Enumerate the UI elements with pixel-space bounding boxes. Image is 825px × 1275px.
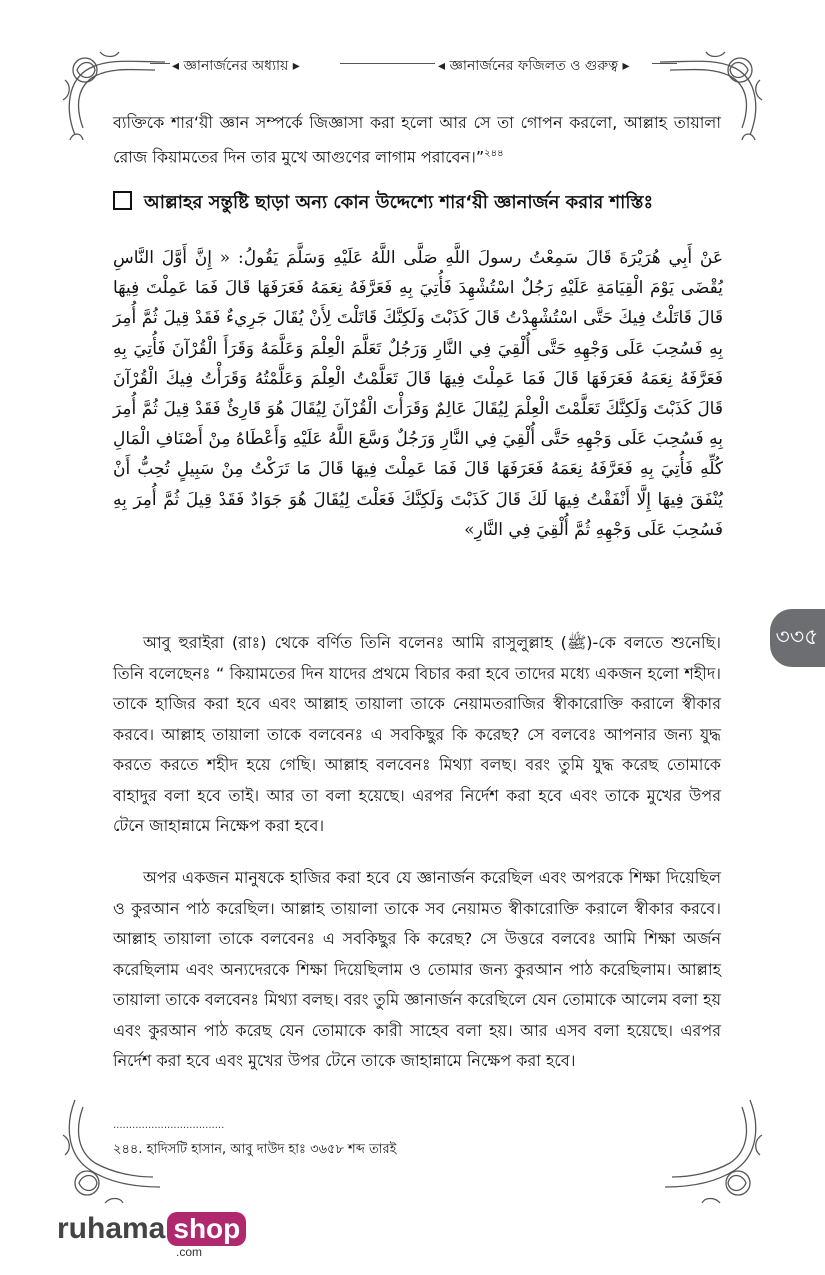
footnote: ২৪৪. হাদিসটি হাসান, আবু দাউদ হাঃ ৩৬৫৮ শব্দ তারই (113, 1142, 397, 1157)
translation-paragraph-2: অপর একজন মানুষকে হাজির করা হবে যে জ্ঞানার্জন করেছিল এবং অপরকে শিক্ষা দিয়েছিল ও কুরআন পাঠ করেছিল। আল্লাহ তায়ালা তাকে সব নেয়ামত স্বীকারোক্তি করালে স্বীকার করবে। আল্লাহ তায়ালা তাকে বলবেনঃ এ সবকিছুর কি করেছ? সে উত্তরে বলবেঃ আমি শিক্ষা অর্জন করেছিলাম এবং অন্যদেরকে শিক্ষা দিয়েছিলাম ও তোমার জন্য কুরআন পাঠ করেছিলাম। আল্লাহ তায়ালা তাকে বলবেনঃ মিথ্যা বলছ। বরং তুমি জ্ঞানার্জন করেছিলে যেন তোমাকে আলেম বলা হয় এবং কুরআন পাঠ করেছ যেন তোমাকে কারী সাহেব বলা হয়। আর এসব বলা হয়েছে। এরপর নির্দেশ করা হবে এবং মুখের উপর টেনে তাকে জাহান্নামে নিক্ষেপ করা হবে। (113, 868, 721, 1070)
page-number-tab (770, 609, 825, 667)
footnote-ref: ২৪৪ (484, 147, 504, 159)
header-rule-left (150, 63, 170, 64)
header-right-title: ◂ জ্ঞানার্জনের ফজিলত ও গুরুত্ব ▸ (438, 58, 630, 74)
bottom-right-ornament (660, 1095, 770, 1215)
header-rule-middle (340, 63, 435, 64)
checkbox-icon (113, 191, 132, 210)
page-number: ৩৩৫ (775, 625, 819, 650)
arabic-hadith: عَنْ أَبِي هُرَيْرَةَ قَالَ سَمِعْتُ رسولَ اللَّهِ صَلَّى اللَّهُ عَلَيْهِ وَسَلَّمَ يَقُولُ: « إِنَّ أَوَّلَ النَّاسِ يُقْضَى يَوْمَ الْقِيَامَةِ عَلَيْهِ رَجُلٌ اسْتُشْهِدَ فَأُتِيَ بِهِ فَعَرَّفَهُ نِعَمَهُ فَعَرَفَهَا قَالَ فَمَا عَمِلْتَ فِيهَا قَالَ قَاتَلْتُ فِيكَ حَتَّى اسْتُشْهِدْتُ قَالَ كَذَبْتَ وَلَكِنَّكَ قَاتَلْتَ لِأَنْ يُقَالَ جَرِيءٌ فَقَدْ قِيلَ ثُمَّ أُمِرَ بِهِ فَسُحِبَ عَلَى وَجْهِهِ حَتَّى أُلْقِيَ فِي النَّارِ وَرَجُلٌ تَعَلَّمَ الْعِلْمَ وَعَلَّمَهُ وَقَرَأَ الْقُرْآنَ فَأُتِيَ بِهِ فَعَرَّفَهُ نِعَمَهُ فَعَرَفَهَا قَالَ فَمَا عَمِلْتَ فِيهَا قَالَ تَعَلَّمْتُ الْعِلْمَ وَعَلَّمْتُهُ وَقَرَأْتُ فِيكَ الْقُرْآنَ قَالَ كَذَبْتَ وَلَكِنَّكَ تَعَلَّمْتَ الْعِلْمَ لِيُقَالَ عَالِمٌ وَقَرَأْتَ الْقُرْآنَ لِيُقَالَ هُوَ قَارِئٌ فَقَدْ قِيلَ ثُمَّ أُمِرَ بِهِ فَسُحِبَ عَلَى وَجْهِهِ حَتَّى أُلْقِيَ فِي النَّارِ وَرَجُلٌ وَسَّعَ اللَّهُ عَلَيْهِ وَأَعْطَاهُ مِنْ أَصْنَافِ الْمَالِ كُلِّهِ فَأُتِيَ بِهِ فَعَرَّفَهُ نِعَمَهُ فَعَرَفَهَا قَالَ فَمَا عَمِلْتَ فِيهَا قَالَ مَا تَرَكْتُ مِنْ سَبِيلٍ تُحِبُّ أَنْ يُنْفَقَ فِيهَا إِلَّا أَنْفَقْتُ فِيهَا لَكَ قَالَ كَذَبْتَ وَلَكِنَّكَ فَعَلْتَ لِيُقَالَ هُوَ جَوَادٌ فَقَدْ قِيلَ ثُمَّ أُمِرَ بِهِ فَسُحِبَ عَلَى وَجْهِهِ ثُمَّ أُلْقِيَ فِي النَّارِ» (113, 248, 723, 540)
logo-domain: .com (176, 1245, 203, 1259)
header-rule-right (652, 63, 677, 64)
translation-paragraph-1: আবু হুরাইরা (রাঃ) থেকে বর্ণিত তিনি বলেনঃ আমি রাসুলুল্লাহ (ﷺ)-কে বলতে শুনেছি। তিনি বলেছেনঃ “ কিয়ামতের দিন যাদের প্রথমে বিচার করা হবে তাদের মধ্যে একজন হলো শহীদ। তাকে হাজির করা হবে এবং আল্লাহ তায়ালা তাকে নেয়ামতরাজির স্বীকারোক্তি করালে স্বীকার করবে। আল্লাহ তায়ালা তাকে বলবেনঃ এ সবকিছুর কি করেছ? সে বলবেঃ আপনার জন্য যুদ্ধ করতে করতে শহীদ হয়ে গেছি। আল্লাহ বলবেনঃ মিথ্যা বলছ। বরং তুমি যুদ্ধ করেছ তোমাকে বাহাদুর বলা হবে তাই। আর তা বলা হয়েছে। এরপর নির্দেশ করা হবে এবং তাকে মুখের উপর টেনে জাহান্নামে নিক্ষেপ করা হবে। (113, 633, 721, 835)
intro-paragraph: ব্যক্তিকে শার‘য়ী জ্ঞান সম্পর্কে জিজ্ঞাসা করা হলো আর সে তা গোপন করলো, আল্লাহ তায়ালা রোজ কিয়ামতের দিন তার মুখে আগুণের লাগাম পরাবেন।”$^{২৪৪}$ (113, 113, 721, 166)
logo-shop-badge: shop (167, 1212, 246, 1246)
ruhamashop-logo: ruhama shop (57, 1212, 246, 1246)
section-heading: আল্লাহর সন্তুষ্টি ছাড়া অন্য কোন উদ্দেশ্যে শার‘য়ী জ্ঞানার্জন করার শাস্তিঃ (113, 188, 723, 219)
header-left-title: ◂ জ্ঞানার্জনের অধ্যায় ▸ (172, 58, 300, 74)
footnote-dots: ................................... (113, 1120, 225, 1131)
